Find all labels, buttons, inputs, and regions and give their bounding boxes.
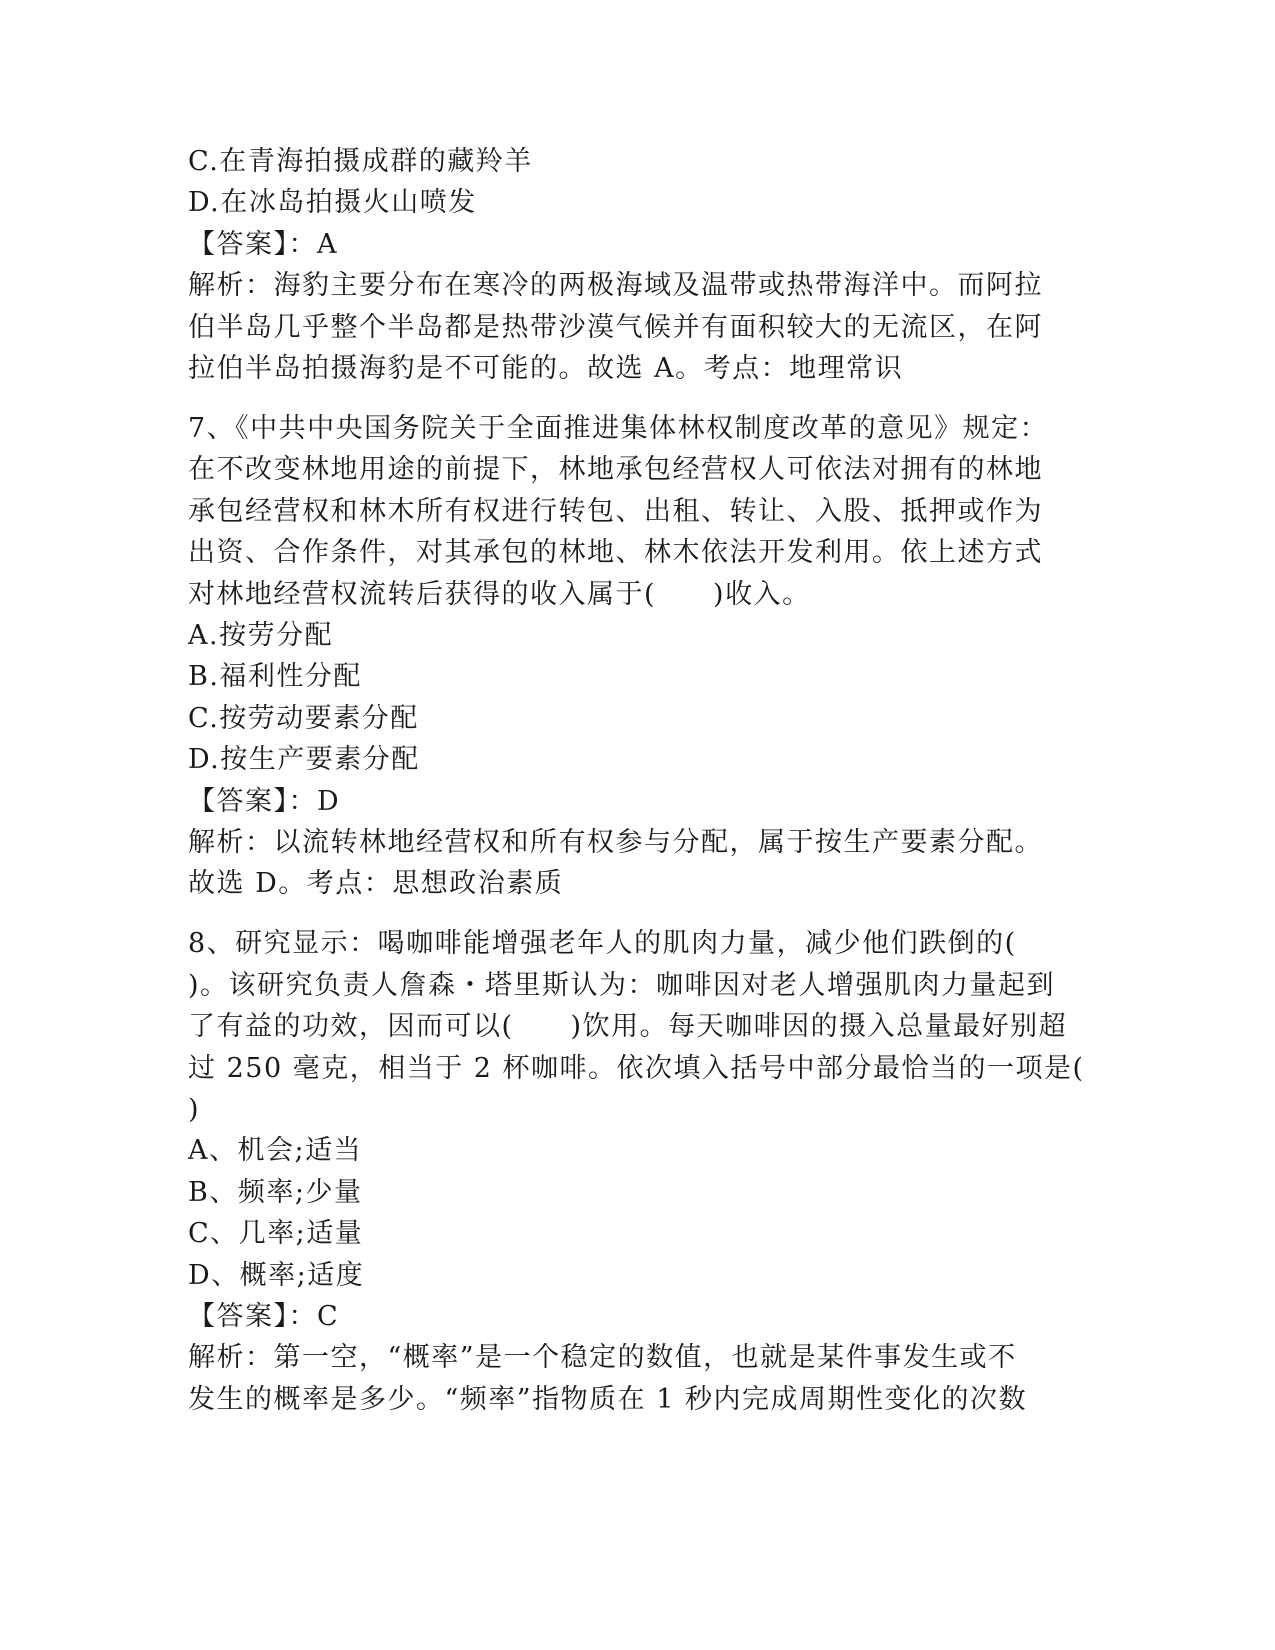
question-stem-line: 承包经营权和林木所有权进行转包、出租、转让、入股、抵押或作为 [188,496,1043,527]
question-stem-line: 在不改变林地用途的前提下，林地承包经营权人可依法对拥有的林地 [188,454,1043,485]
answer-label: 【答案】：C [188,1301,340,1332]
analysis-line: 解析：以流转林地经营权和所有权参与分配，属于按生产要素分配。 [188,827,1043,858]
option-c: C、几率;适量 [188,1218,364,1249]
analysis-line: 伯半岛几乎整个半岛都是热带沙漠气候并有面积较大的无流区，在阿 [188,312,1043,343]
analysis-line: 解析：海豹主要分布在寒冷的两极海域及温带或热带海洋中。而阿拉 [188,270,1043,301]
option-d: D、概率;适度 [188,1260,365,1291]
analysis-line: 拉伯半岛拍摄海豹是不可能的。故选 A。考点：地理常识 [188,353,904,384]
option-c: C.在青海拍摄成群的藏羚羊 [188,146,533,177]
question-stem-line: )。该研究负责人詹森・塔里斯认为：咖啡因对老人增强肌肉力量起到 [188,970,1056,1001]
option-b: B.福利性分配 [188,661,362,692]
analysis-line: 故选 D。考点：思想政治素质 [188,868,564,899]
question-stem-line: 8、研究显示：喝咖啡能增强老年人的肌肉力量，减少他们跌倒的( [188,928,1017,959]
option-d: D.按生产要素分配 [188,744,420,775]
question-stem-line: 对林地经营权流转后获得的收入属于( )收入。 [188,579,811,610]
question-stem-line: 了有益的功效，因而可以( )饮用。每天咖啡因的摄入总量最好别超 [188,1011,1068,1042]
question-stem-line: 过 250 毫克，相当于 2 杯咖啡。依次填入括号中部分最恰当的一项是( [188,1053,1085,1084]
answer-label: 【答案】：A [188,229,338,260]
option-a: A.按劳分配 [188,620,334,651]
answer-label: 【答案】：D [188,786,341,817]
option-b: B、频率;少量 [188,1177,363,1208]
question-stem-line: 出资、合作条件，对其承包的林地、林木依法开发利用。依上述方式 [188,537,1043,568]
option-a: A、机会;适当 [188,1135,363,1166]
question-stem-line: ) [188,1094,201,1125]
option-c: C.按劳动要素分配 [188,703,419,734]
question-stem-line: 7、《中共中央国务院关于全面推进集体林权制度改革的意见》规定： [188,413,1049,444]
analysis-line: 发生的概率是多少。“频率”指物质在 1 秒内完成周期性变化的次数 [188,1384,1027,1415]
analysis-line: 解析：第一空，“概率”是一个稳定的数值，也就是某件事发生或不 [188,1342,1017,1373]
option-d: D.在冰岛拍摄火山喷发 [188,187,477,218]
